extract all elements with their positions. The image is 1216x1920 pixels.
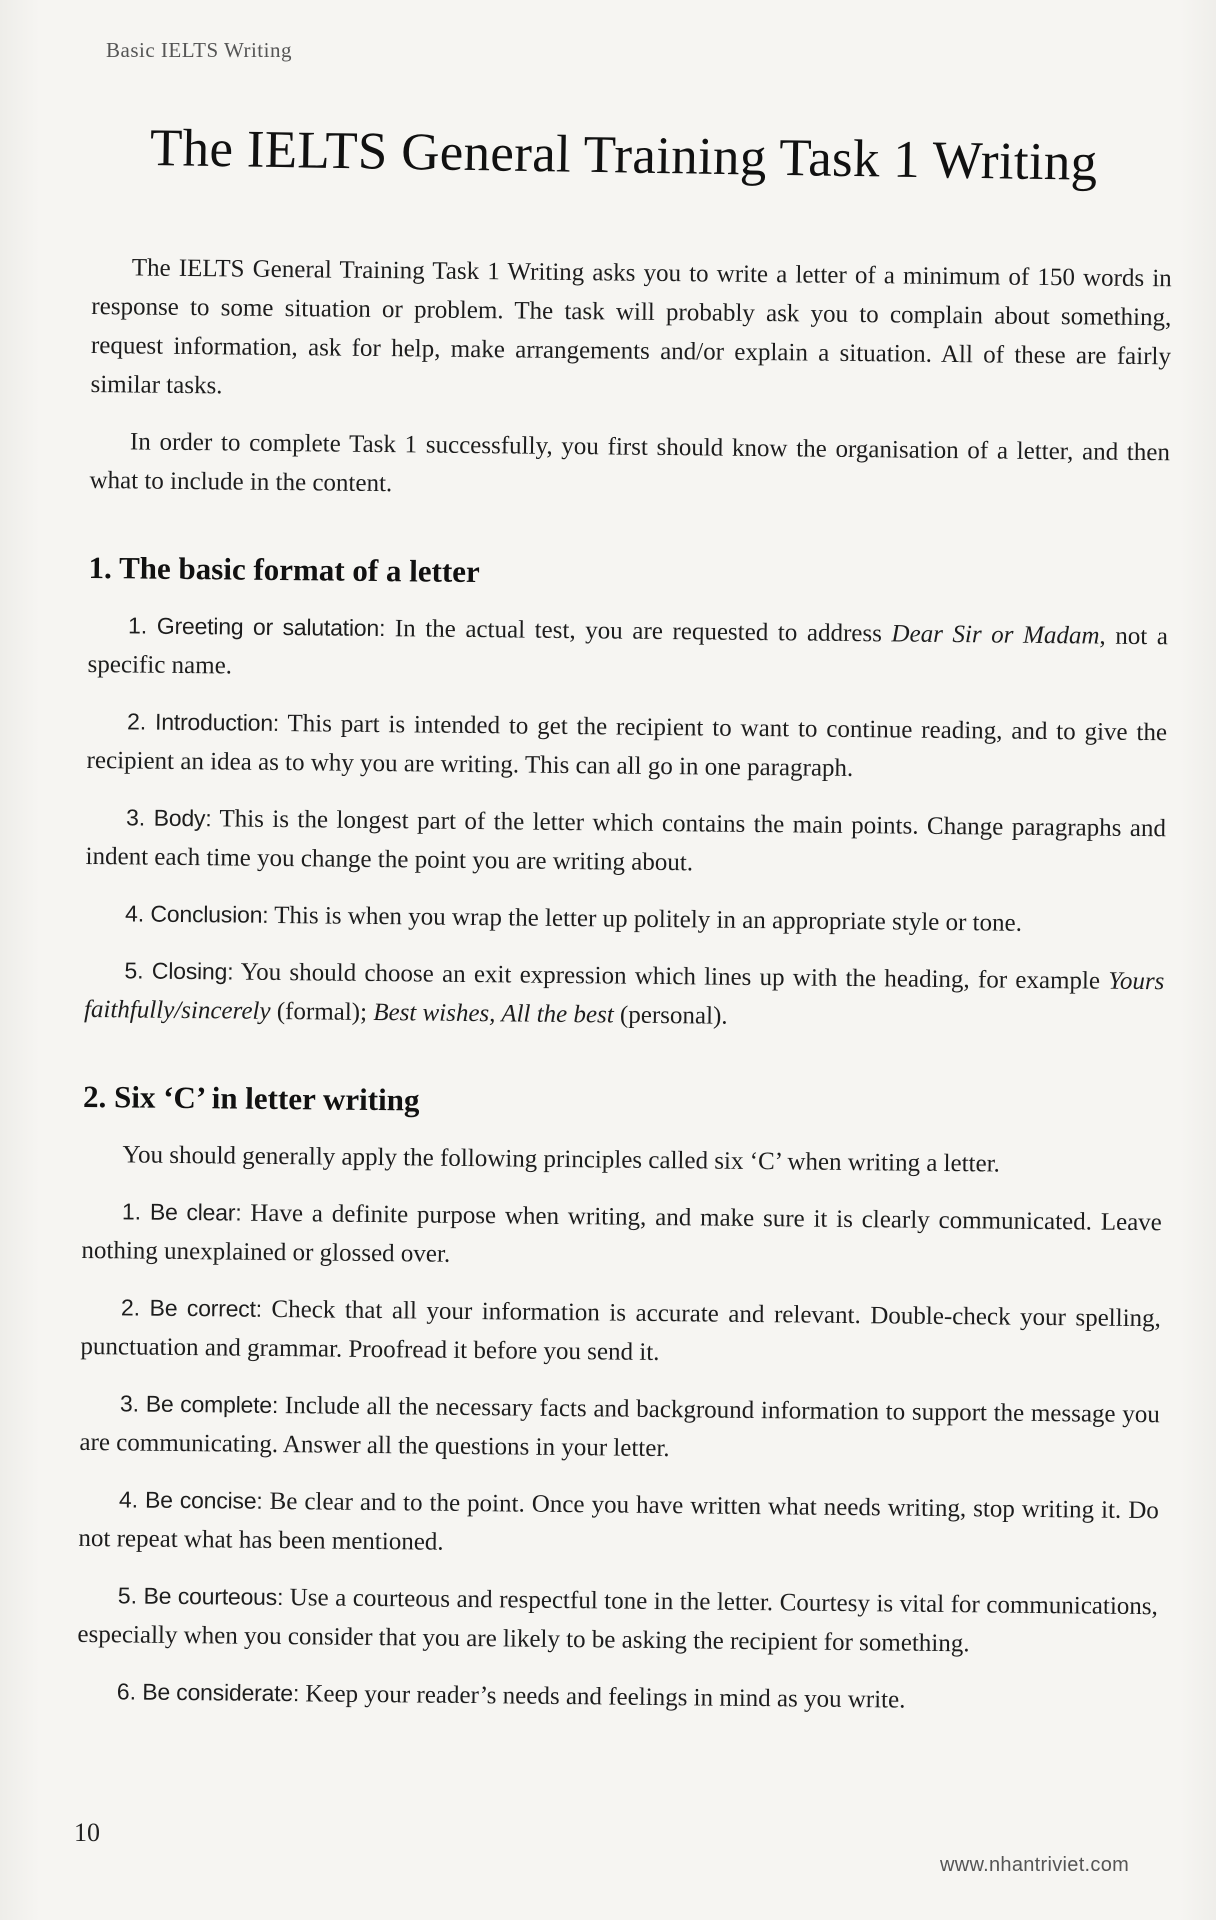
section-heading-letter-format: 1. The basic format of a letter (88, 549, 480, 590)
item-text: Include all the necessary facts and background information to support the message you are communicating. Answer all the questions in your letter. (79, 1392, 1160, 1463)
item-example: Dear Sir or Madam (891, 620, 1100, 650)
item-text: Keep your reader’s needs and feelings in mind as you write. (298, 1680, 906, 1714)
item-number: 1. (127, 612, 148, 639)
item-term: Closing: (151, 957, 234, 985)
item-term: Body: (153, 804, 212, 832)
page-title: The IELTS General Training Task 1 Writing (149, 119, 1098, 192)
item-number: 2. (126, 708, 147, 735)
item-term: Be complete: (145, 1390, 279, 1419)
item-number: 4. (118, 1486, 139, 1513)
item-text: In the actual test, you are requested to address (385, 615, 892, 648)
item-text: Be clear and to the point. Once you have written what needs writing, stop writing it. Do not repeat what has been mentioned. (78, 1487, 1159, 1556)
item-text: This part is intended to get the recipient to want to continue reading, and to give the recipient an idea as to why you are writing. This can all go in one paragraph. (86, 709, 1168, 782)
six-c-item-complete (79, 1384, 1160, 1473)
six-c-item-concise (78, 1480, 1159, 1569)
six-c-item-correct (80, 1288, 1161, 1377)
item-term: Be considerate: (142, 1678, 300, 1707)
six-c-item-courteous (77, 1576, 1158, 1665)
item-number: 5. (124, 957, 144, 984)
item-text: Use a courteous and respectful tone in the letter. Courtesy is vital for communications, especially when you consider that you are likely to be asking the recipient for something. (77, 1584, 1158, 1658)
format-item-closing (84, 951, 1165, 1040)
item-text: Have a definite purpose when writing, and make sure it is clearly communicated. Leave nothing unexplained or glossed over. (81, 1199, 1163, 1268)
six-c-lead: You should generally apply the following principles called six ‘C’ when writing a letter. (122, 1141, 1000, 1178)
six-c-item-considerate (77, 1672, 1157, 1722)
item-number: 1. (121, 1198, 142, 1225)
item-text: You should choose an exit expression which lines up with the heading, for example (233, 958, 1109, 995)
item-number: 3. (119, 1390, 140, 1417)
intro-paragraph-1: The IELTS General Training Task 1 Writing asks you to write a letter of a minimum of 150 words in response to some situation or problem. The task will probably ask you to complain about something, request information, ask for help, make arrangements and/or explain a situation. All of these are fairly similar tasks. (90, 254, 1172, 400)
item-term: Conclusion: (150, 900, 269, 928)
item-term: Be correct: (149, 1294, 263, 1322)
item-text: (formal); (270, 997, 374, 1026)
item-text: This is the longest part of the letter which contains the main points. Change paragraphs and indent each time you change the point you are writing about. (85, 805, 1167, 877)
page-content (76, 248, 1171, 1740)
intro-paragraph-2: In order to complete Task 1 successfully, you first should know the organisation of a letter, and then what to include in the content. (89, 428, 1171, 498)
item-text: (personal). (613, 1001, 728, 1030)
item-number: 5. (117, 1582, 138, 1609)
item-term: Introduction: (154, 708, 280, 736)
item-term: Be clear: (149, 1198, 242, 1226)
six-c-item-clear (81, 1192, 1162, 1281)
item-number: 2. (120, 1294, 141, 1321)
format-item-body (85, 798, 1166, 887)
item-number: 4. (124, 900, 145, 927)
item-text: This is when you wrap the letter up politely in an appropriate style or tone. (268, 901, 1023, 937)
item-text: , not a specific name. (87, 622, 1169, 680)
page-number: 10 (74, 1818, 100, 1847)
item-number: 3. (125, 804, 146, 831)
publisher-website: www.nhantriviet.com (940, 1854, 1130, 1876)
item-example: Best wishes, All the best (373, 998, 614, 1029)
format-item-introduction (86, 702, 1167, 791)
item-term: Be concise: (144, 1486, 263, 1514)
format-item-conclusion (85, 894, 1165, 944)
section-heading-six-c: 2. Six ‘C’ in letter writing (82, 1078, 420, 1118)
item-term: Be courteous: (143, 1582, 284, 1611)
item-number: 6. (116, 1678, 137, 1705)
item-term: Greeting or salutation: (156, 612, 386, 642)
running-head: Basic IELTS Writing (106, 38, 292, 62)
format-item-greeting (87, 606, 1168, 695)
item-example: Yours faithfully/sincerely (83, 967, 1165, 1025)
item-text: Check that all your information is accurate and relevant. Double-check your spelling, punctuation and grammar. Proofread it before you send it. (80, 1295, 1161, 1367)
